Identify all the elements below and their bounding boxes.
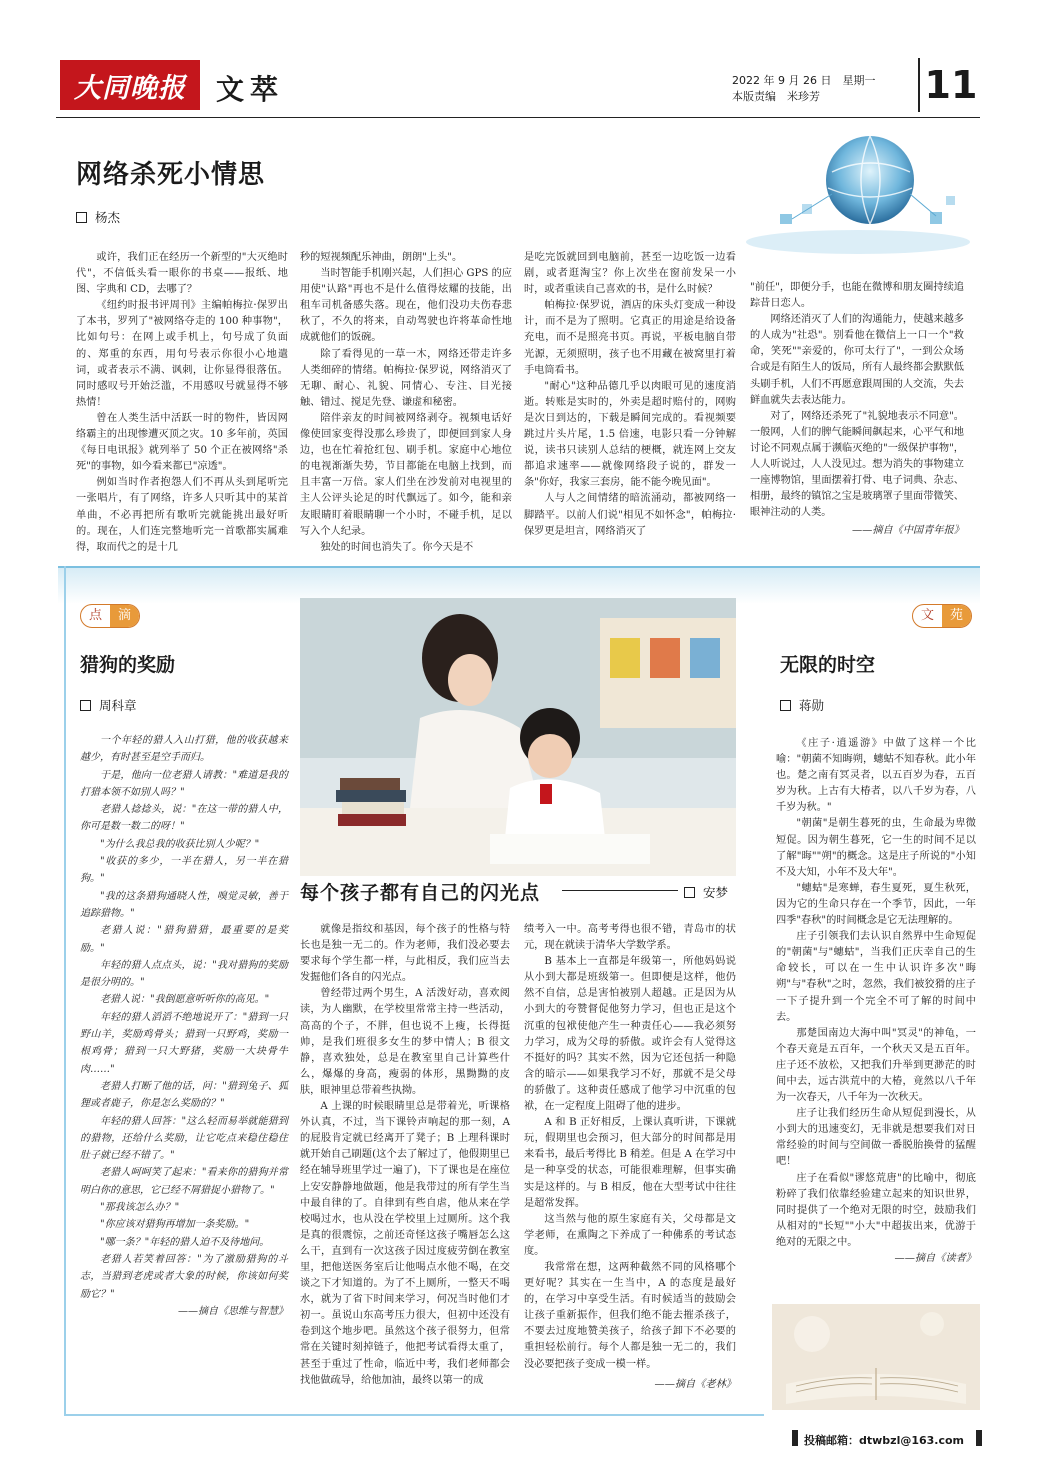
paragraph: 网络还消灭了人们的沟通能力，使越来越多的人成为"社恐"。别看他在微信上一口一个"救命，笑死""亲爱的，你可太行了"，一到公众场合或是有陌生人的饭局，所有人最终都会默默低头刷手机，人们不再愿意跟周围的人交流，失去鲜血就失去表达能力。 (750, 314, 964, 406)
paragraph: 秒的短视频配乐神曲，朗朗"上头"。 (300, 252, 463, 263)
right-article-byline (780, 696, 824, 714)
paragraph: 就像是指纹和基因，每个孩子的性格与特长也是独一无二的。作为老师，我们没必要去要求每个学生都一样，与此相反，我们应当去发掘他们各自的闪光点。 (300, 924, 510, 984)
middle-article-credit: ——摘自《老林》 (654, 1378, 736, 1390)
paragraph: 除了看得见的一草一木，网络还带走许多人类细碎的情绪。帕梅拉·保罗说，网络消灭了无聊、耐心、礼貌、同情心、专注、目光接触、错过、搅足先登、谦虚和秘密。 (300, 348, 512, 408)
tag-right-char: 苑 (942, 605, 971, 627)
paragraph: 老猎人捻捻头，说："在这一带的猎人中，你可是数一数二的呀！" (80, 804, 288, 833)
tag-left-char: 文 (921, 608, 935, 623)
main-article-column-3 (524, 250, 736, 540)
title-rule (562, 890, 678, 891)
byline-square-icon (684, 887, 695, 898)
masthead-logo (60, 60, 200, 110)
submission-email: 投稿邮箱：dtwbzl@163.com (804, 1434, 965, 1447)
byline-square-icon (780, 700, 791, 711)
right-article-credit: ——摘自《读者》 (894, 1253, 976, 1264)
main-article-column-1 (76, 250, 288, 556)
byline-square-icon (76, 212, 87, 223)
paragraph: 曾在人类生活中活跃一时的物件，皆因网络霸主的出现惨遭灭顶之灾。10 多年前，英国《每日电讯报》就列举了 50 个正在被网络"杀死"的事物，如今看来都已"凉透"。 (76, 412, 288, 473)
paragraph: 对了，网络还杀死了"礼貌地表示不同意"。一般网，人们的脾气能瞬间飙起来，心平气和地讨论不同观点属于濒临灭绝的"一级保护事物"，人人听说过，人人没见过。想为消失的事物建立一座博物馆，里面摆着打骨、电子词典、杂志、相册，最终的镇馆之宝是玻璃罩子里面带微笑、眼神注动的人类。 (750, 410, 964, 519)
paragraph: 绩考入一中。高考考得也很不错，青岛市的状元，现在就读于清华大学数学系。 (524, 924, 736, 952)
paragraph: "前任"，即便分手，也能在微博和朋友圈持续追踪昔日恋人。 (750, 282, 964, 310)
paragraph: "那我该怎么办？" (100, 1202, 180, 1214)
network-globe-image (740, 124, 976, 256)
tag-left-char: 点 (89, 608, 103, 623)
paragraph: 这当然与他的原生家庭有关，父母都是文学老师，在熏陶之下养成了一种佛系的考试态度。 (524, 1213, 736, 1257)
paragraph: B 基本上一直都是年级第一，所他妈妈说从小到大都是班级第一。但即便是这样，他仍然不自信，总是害怕被别人超越。正是因为从小到大的夸赞督促他努力学习，但也正是这个沉重的包袱使他产生一种责任心——我必须努力学习，成为父母的骄傲。或许会有人觉得这不挺好的吗？其实不然，因为它还包括一种隐含的暗示——如果我学习不好，那就不是父母的骄傲了。这种责任感成了他学习中沉重的包袱，在一定程度上阻碍了他的进步。 (524, 956, 736, 1113)
byline-square-icon (80, 700, 91, 711)
section-title: 文萃 (216, 73, 285, 106)
teacher-student-photo (300, 598, 736, 876)
paragraph: "哪一条？"年轻的猎人迫不及待地问。 (100, 1236, 270, 1248)
paragraph: 曾经带过两个男生，A 活泼好动，喜欢阅读，为人幽默，在学校里常常主持一些活动，高高的个子，不胖，但也说不上瘦，长得挺帅，是我们班很多女生的梦中情人；B 很文静，喜欢独处，总是在教室里自己计算些什么，爆爆的身高，瘦弱的体形，黑黝黝的皮肤，眼神里总带着些执拗。 (300, 988, 510, 1096)
paragraph: 陪伴亲友的时间被网络剥夺。视频电话好像使回家变得没那么珍贵了，即便回到家人身边，也在忙着抢红包、刷手机。家庭中心地位的电视渐渐失势，节目都能在电脑上找到，而且丰富一万倍。家人们坐在沙发前对电视里的主人公评头论足的时代飘远了。如今，能和亲友眼睛盯着眼睛聊一个小时，不碰手机，足以写入个人纪录。 (300, 412, 512, 537)
paragraph: 老猎人说："猎狗猎猎，最重要的是奖励。" (80, 925, 288, 954)
paragraph: 于是，他向一位老猎人请教："难道是我的打猎本领不如别人吗？" (80, 769, 288, 798)
paragraph: 例如当时作者抱怨人们不再从头到尾听完一张唱片，有了网络，许多人只听其中的某首单曲，不必再把所有歌听完就能挑出最好听的。现在，人们连完整地听完一首歌都实属难得，取而代之的是十几 (76, 477, 288, 553)
left-article-title: 猎狗的奖励 (80, 654, 176, 676)
paragraph: "为什么我总我的收获比别人少呢？" (100, 838, 260, 850)
middle-article-byline (684, 883, 728, 901)
paragraph: 年轻的猎人点点头，说："我对猎狗的奖励是很分明的。" (80, 959, 288, 989)
paragraph: "我的这条猎狗通晓人性，嗅觉灵敏，善于追踪猎物。" (80, 890, 288, 919)
main-article-author: 杨杰 (95, 210, 121, 225)
paragraph: "收获的多少，一半在猎人，另一半在猎狗。" (80, 856, 288, 885)
tag-right-char: 滴 (110, 605, 139, 627)
paragraph: 我常常在想，这两种截然不同的风格哪个更好呢？其实在一生当中，A 的态度是最好的，在学习中享受生活。有时候适当的鼓励会让孩子重新振作，但我们绝不能去摧杀孩子，不要去过度地赞美孩子，给孩子卸下不必要的重担轻松前行。每个人都是独一无二的，我们没必要把孩子变成一模一样。 (524, 1261, 736, 1370)
paragraph: 独处的时间也消失了。你今天是不 (320, 541, 474, 553)
footer-mark (792, 1430, 798, 1446)
paragraph: 当时智能手机刚兴起，人们担心 GPS 的应用使"认路"再也不是什么值得炫耀的技能，出租车司机备感失落。现在，他们没功夫伤春悲秋了，不久的将来，自动驾驶也许将革命性地成就他们的饭碗。 (300, 268, 512, 344)
paragraph: 庄子引领我们去认识自然界中生命短促的"朝菌"与"蟪蛄"，当我们正庆幸自己的生命较长，可以在一生中认识许多次"晦朔"与"春秋"之时，忽然，我们被狡猾的庄子一下子提升到一个完全不可了解的时间中去。 (776, 931, 976, 1023)
paragraph: 老猎人若笑着回答："为了激励猎狗的斗志，当猎到老虎或者大象的时候，你该如何奖励它？" (80, 1253, 288, 1300)
paragraph: 《庄子·逍遥游》中做了这样一个比喻："朝菌不知晦朔，蟪蛄不知春秋。此小年也。楚之南有冥灵者，以五百岁为春，五百岁为秋。上古有大椿者，以八千岁为春，八千岁为秋。" (776, 738, 976, 814)
column-tag-dianди (80, 604, 140, 628)
masthead-text: 大同晚报 (74, 72, 186, 104)
issue-date: 2022 年 9 月 26 日 星期一 (732, 74, 876, 87)
bottom-frame-line (64, 1414, 764, 1416)
paragraph: 庄子让我们经历生命从短促到漫长，从小到大的迅速变幻，无非就是想要我们对日常经验的时间与空间做一番脱胎换骨的猛醒吧！ (776, 1108, 976, 1168)
paragraph: A 上课的时候眼睛里总是带着光，听课格外认真，不过，当下课铃声响起的那一刻，A 的屁股肯定就已经离开了凳子；B 上理科课时就开始自己刷题(这个去了解过了，他假期里已经在辅导班里学过一遍了)，下了课也是在座位上安安静静地做题，他是我带过的所有学生当中最自律的了。自律到有些自虐，他从来在学校喝过水，也从没在学校里上过厕所。这个我是真的很震惊，之前还奇怪这孩子嘴唇怎么这么干，直到有一次这孩子因过度疲劳倒在教室里，把他送医务室后让他喝点水他不喝，在交谈之下才知道的。为了不上厕所，一整天不喝水，就为了省下时间来学习，何况当时他们才初一。虽说山东高考压力很大，但初中还没有卷到这个地步吧。虽然这个孩子很努力，但常常在关键时刻掉链子，他把考试看得太重了，甚至于重过了性命，临近中考，我们老师都会找他做疏导，给他加油，最终以第一的成 (300, 1101, 510, 1386)
left-article-byline (80, 696, 137, 714)
paragraph: 或许，我们正在经历一个新型的"大灭绝时代"，不信低头看一眼你的书桌——报纸、地图、字典和 CD，去哪了？ (76, 252, 288, 296)
main-article-column-4 (750, 280, 964, 540)
paragraph: "朝菌"是朝生暮死的虫，生命最为卑微短促。因为朝生暮死，它一生的时间不足以了解"晦""朔"的概念。这是庄子所说的"小知不及大知，小年不及大年"。 (776, 818, 976, 878)
left-frame-line (64, 566, 66, 1416)
paragraph: A 和 B 正好相反，上课认真听讲，下课就玩，假期里也会预习，但大部分的时间都是用来看书，最后考得比 B 稍差。但是 A 在学习中是一种享受的状态，可能很难理解，但事实确实是这样的。与 B 相反，他在大型考试中往往是超常发挥。 (524, 1117, 736, 1209)
middle-article-column-1 (300, 922, 510, 1389)
right-article-body (776, 736, 976, 1267)
main-article-title: 网络杀死小情思 (76, 160, 266, 190)
paragraph: 年轻的猎人回答："这么轻而易举就能猎到的猎物，还给什么奖励，让它吃点来稳住稳住肚子就已经不错了。" (80, 1115, 288, 1162)
right-article-title: 无限的时空 (780, 654, 876, 676)
paragraph: 老猎人打断了他的话，问："猎到兔子、狐狸或者鹿子，你是怎么奖励的？" (80, 1080, 288, 1110)
page-number: 11 (918, 58, 982, 112)
paragraph: "耐心"这种品德几乎以肉眼可见的速度消逝。转账是实时的，外卖是超时赔付的，网购是次日到达的，下载是瞬间完成的。看视频要跳过片头片尾，1.5 倍速，电影只看一分钟解说，读书只读别人总结的梗概，就连网上交友都追求速率——就像网络段子说的，群发一条"你好，我家三套房，能不能今晚见面"。 (524, 380, 736, 489)
left-article-credit: ——摘自《思维与智慧》 (178, 1305, 288, 1317)
left-article-author: 周科章 (99, 698, 137, 713)
left-article-body (80, 732, 288, 1320)
paragraph: 那楚国南边大海中叫"冥灵"的神龟，一个春天竟是五百年，一个秋天又是五百年。庄子还不放松，又把我们升举到更渺茫的时间中去，远古洪荒中的大椿，竟然以八千年为一次春天，八千年为一次秋天。 (776, 1027, 976, 1104)
open-book-image (772, 1304, 980, 1410)
paragraph: 是吃完饭就回到电脑前，甚至一边吃饭一边看剧，或者逛淘宝？你上次坐在窗前发呆一小时，或者重读自己喜欢的书，是什么时候？ (524, 252, 736, 296)
footer-mark (976, 1430, 982, 1446)
main-article-column-2 (300, 250, 512, 556)
paragraph: "蟪蛄"是寒蝉，春生夏死，夏生秋死，因为它的生命只存在一个季节，因此，一年四季"春秋"的时间概念是它无法理解的。 (776, 882, 976, 927)
paragraph: 庄子在看似"谬悠荒唐"的比喻中，彻底粉碎了我们依靠经验建立起来的知识世界，同时提供了一个绝对无限的时空，鼓励我们从相对的"长短""小大"中超拔出来，优游于绝对的无限之中。 (776, 1172, 976, 1248)
paragraph: 《纽约时报书评周刊》主编帕梅拉·保罗出了本书，罗列了"被网络夺走的 100 种事物"，比如句号：在网上或手机上，句号成了负面的、郑重的东西，用句号表示你很小心地遣词，或者表示不满、讽刺，让你显得很落伍。同时感叹号开始泛滥，不用感叹号就显得不够热情！ (76, 300, 288, 408)
editor-line: 本版责编 米珍芳 (732, 90, 820, 103)
paragraph: 一个年轻的猎人入山打猎，他的收获越来越少，有时甚至是空手而归。 (80, 735, 288, 764)
main-article-byline (76, 208, 120, 226)
header-info (732, 73, 875, 105)
right-article-author: 蒋勋 (799, 698, 825, 713)
column-tag-wenyuan (912, 604, 972, 628)
paragraph: 老猎人说："我倒愿意听听你的高见。" (100, 994, 270, 1006)
paragraph: 帕梅拉·保罗说，酒店的床头灯变成一种设计，而不是为了照明。它真正的用途是给设备充电，而不是照亮书页。再说，平板电脑自带光源，无须照明，孩子也不用藏在被窝里打着手电筒看书。 (524, 300, 736, 376)
paragraph: 人与人之间情绪的暗流涌动，都被网络一脚踏平。以前人们说"相见不如怀念"，帕梅拉·保罗更是坦言，网络消灭了 (524, 493, 736, 537)
main-article-credit: ——摘自《中国青年报》 (851, 525, 964, 537)
paragraph: 老猎人呵呵笑了起来："看来你的猎狗并常明白你的意思，它已经不屑猎捉小猎物了。" (80, 1167, 288, 1196)
paragraph: "你应该对猎狗再增加一条奖励。" (100, 1219, 250, 1231)
middle-article-author: 安梦 (703, 885, 729, 900)
paragraph: 年轻的猎人滔滔不绝地说开了："猎到一只野山羊，奖励鸡骨头；猎到一只野鸡，奖励一根鸡骨；猎到一只大野猪，奖励一大块骨牛肉……" (80, 1011, 288, 1075)
middle-article-title: 每个孩子都有自己的闪光点 (300, 882, 541, 904)
middle-article-column-2 (524, 922, 736, 1393)
